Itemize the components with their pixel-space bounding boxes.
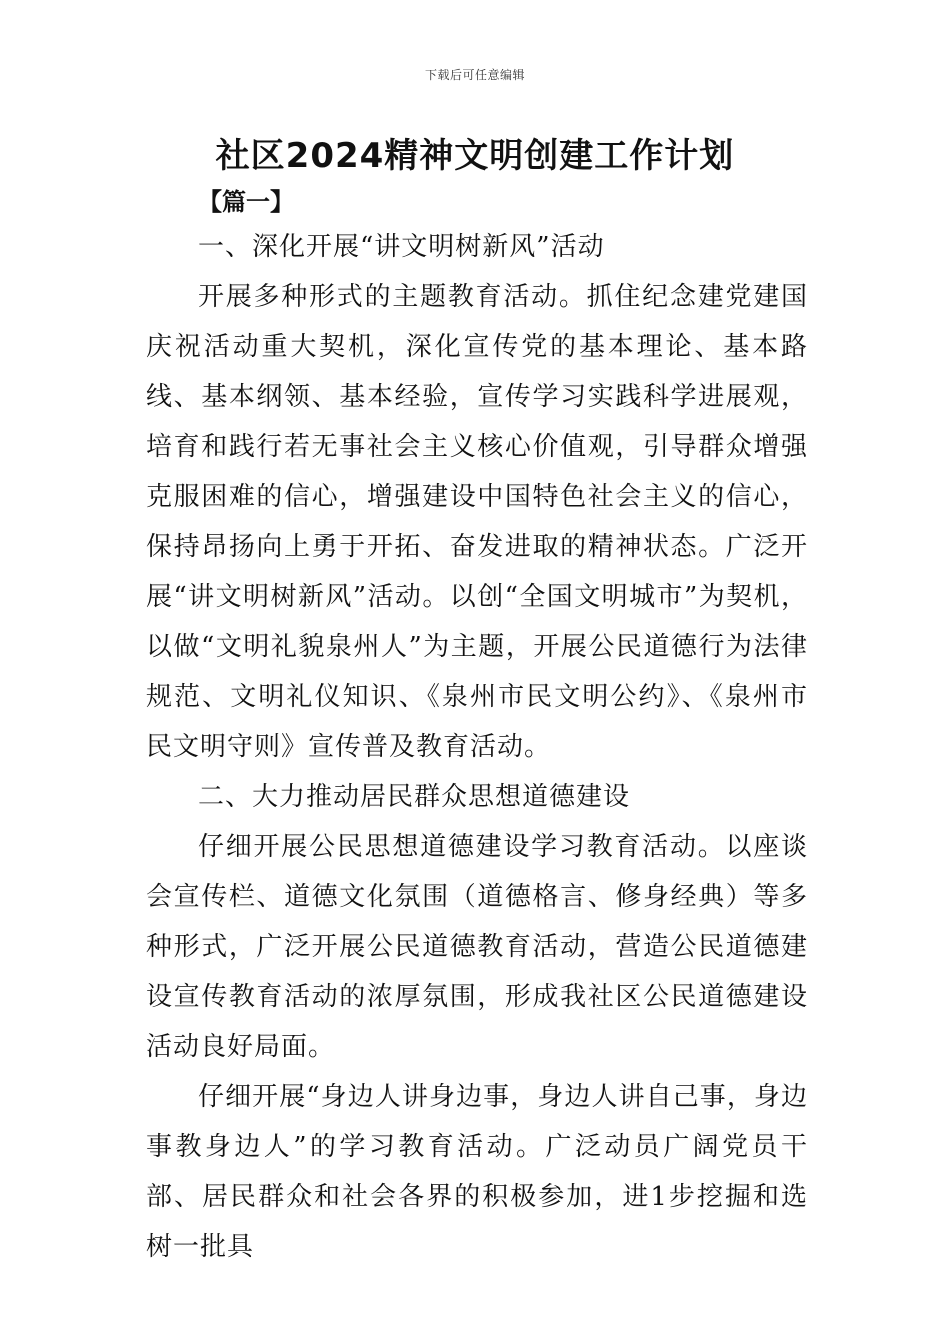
part-label: 【篇一】 bbox=[198, 188, 294, 216]
document-body bbox=[146, 222, 808, 1272]
header-note: 下载后可任意编辑 bbox=[424, 68, 525, 82]
body-paragraph: 仔细开展公民思想道德建设学习教育活动。以座谈会宣传栏、道德文化氛围（道德格言、修身经典）等多种形式，广泛开展公民道德教育活动，营造公民道德建设宣传教育活动的浓厚氛围，形成我社区公民道德建设活动良好局面。 bbox=[146, 832, 808, 1062]
document-title: 社区2024精神文明创建工作计划 bbox=[215, 136, 735, 176]
body-paragraph: 开展多种形式的主题教育活动。抓住纪念建党建国庆祝活动重大契机，深化宣传党的基本理论、基本路线、基本纲领、基本经验，宣传学习实践科学进展观，培育和践行若无事社会主义核心价值观，引导群众增强克服困难的信心，增强建设中国特色社会主义的信心，保持昂扬向上勇于开拓、奋发进取的精神状态。广泛开展“讲文明树新风”活动。以创“全国文明城市”为契机，以做“文明礼貌泉州人”为主题，开展公民道德行为法律规范、文明礼仪知识、《泉州市民文明公约》、《泉州市民文明守则》宣传普及教育活动。 bbox=[146, 282, 808, 762]
body-paragraph: 仔细开展“身边人讲身边事，身边人讲自己事，身边事教身边人”的学习教育活动。广泛动员广阔党员干部、居民群众和社会各界的积极参加，进1步挖掘和选树一批具 bbox=[146, 1082, 808, 1262]
section-heading-1: 一、深化开展“讲文明树新风”活动 bbox=[198, 232, 605, 262]
section-heading-2: 二、大力推动居民群众思想道德建设 bbox=[198, 782, 631, 812]
